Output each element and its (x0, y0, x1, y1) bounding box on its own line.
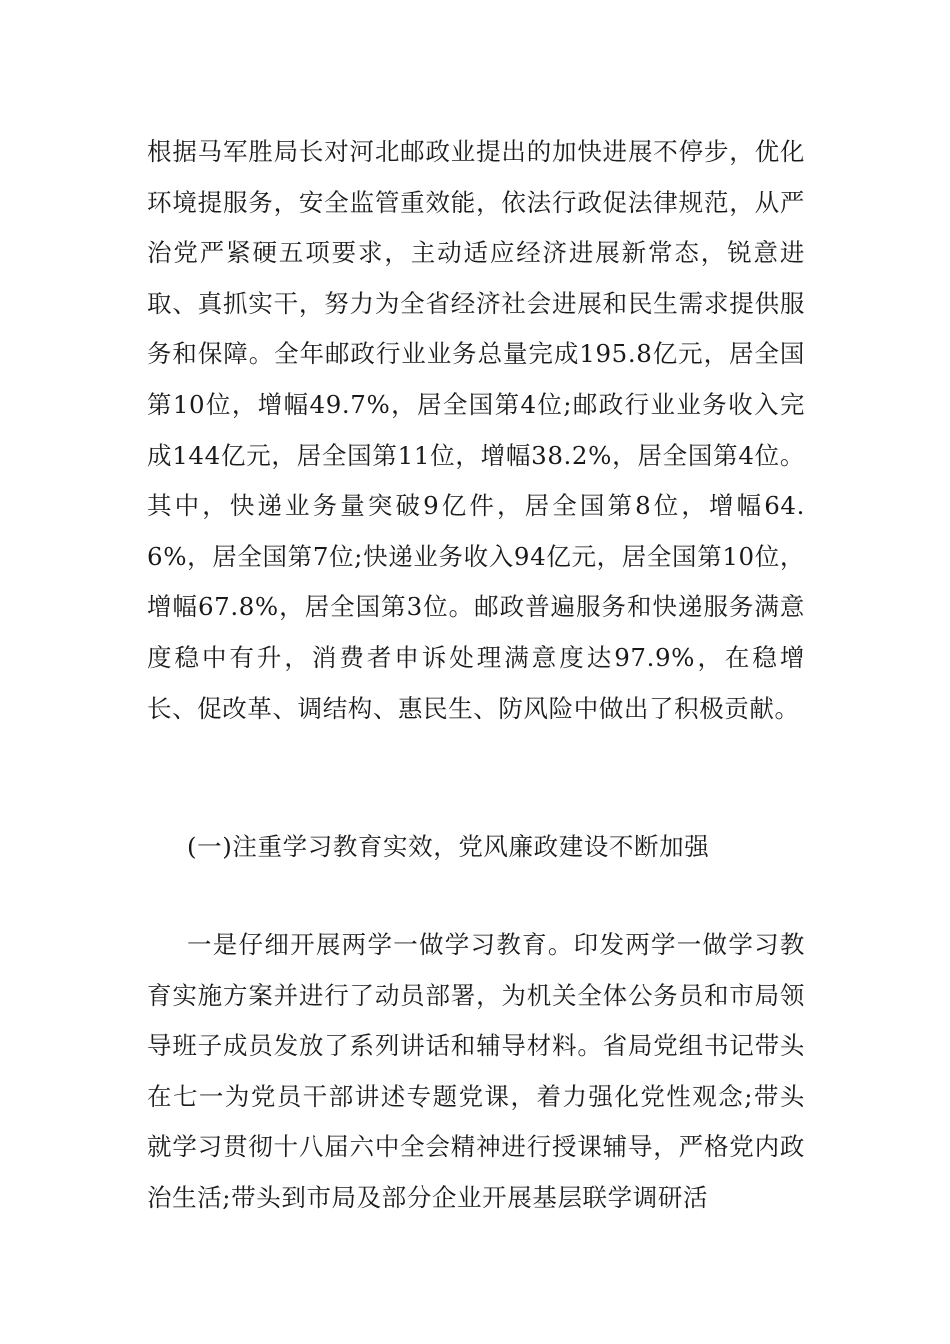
section-heading: (一)注重学习教育实效，党风廉政建设不断加强 (187, 832, 710, 861)
body-paragraph: 根据马军胜局长对河北邮政业提出的加快进展不停步，优化环境提服务，安全监管重效能，依法行政促法律规范，从严治党严紧硬五项要求，主动适应经济进展新常态，锐意进取、真抓实干，努力为全省经济社会进展和民生需求提供服务和保障。全年邮政行业业务总量完成195.8亿元，居全国第10位，增幅49.7%，居全国第4位;邮政行业业务收入完成144亿元，居全国第11位，增幅38.2%，居全国第4位。其中，快递业务量突破9亿件，居全国第8位，增幅64.6%，居全国第7位;快递业务收入94亿元，居全国第10位，增幅67.8%，居全国第3位。邮政普遍服务和快递服务满意度稳中有升，消费者申诉处理满意度达97.9%，在稳增长、促改革、调结构、惠民生、防风险中做出了积极贡献。 (147, 137, 805, 723)
body-paragraph: 一是仔细开展两学一做学习教育。印发两学一做学习教育实施方案并进行了动员部署，为机关全体公务员和市局领导班子成员发放了系列讲话和辅导材料。省局党组书记带头在七一为党员干部讲述专题党课，着力强化党性观念;带头就学习贯彻十八届六中全会精神进行授课辅导，严格党内政治生活;带头到市局及部分企业开展基层联学调研活 (147, 930, 805, 1212)
